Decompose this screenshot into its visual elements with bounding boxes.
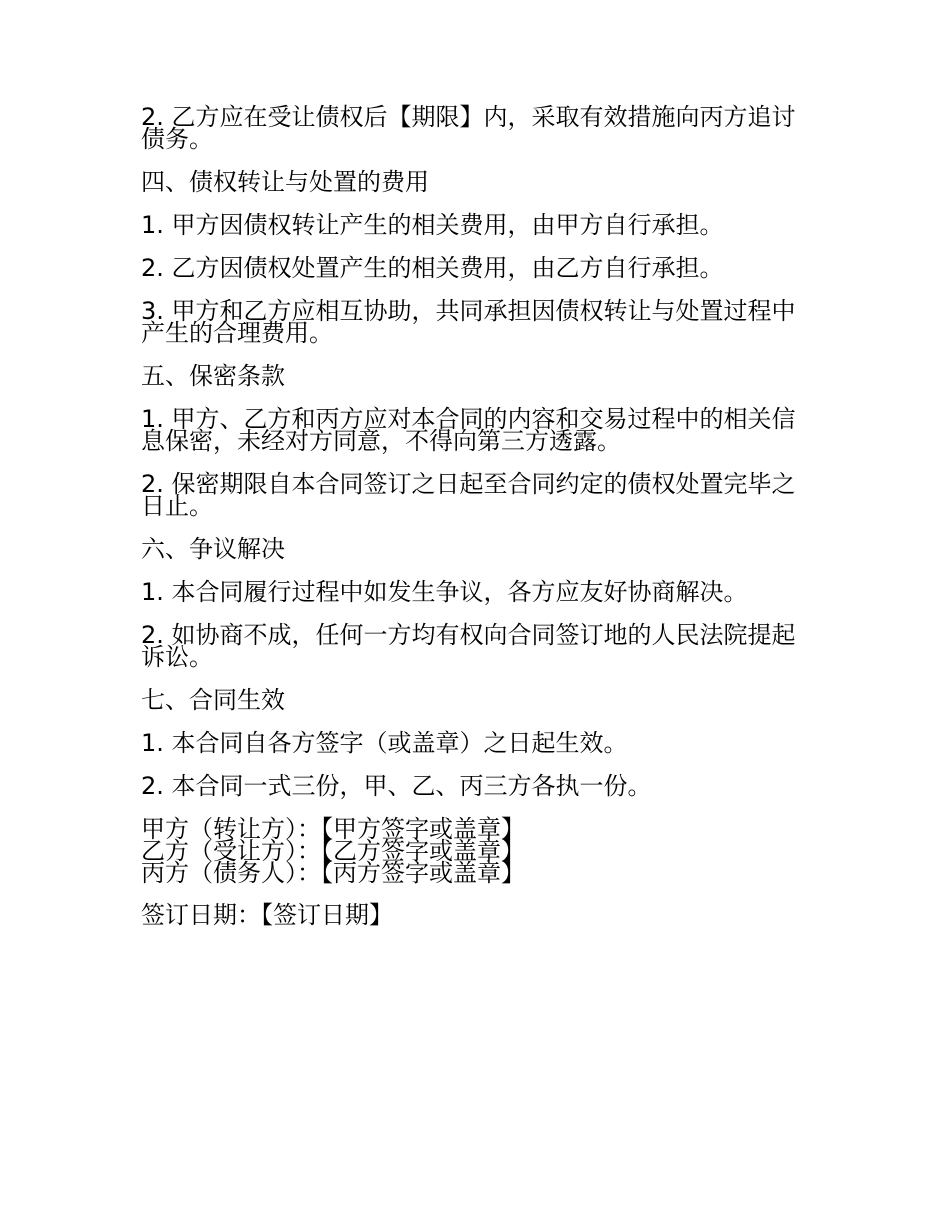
- signing-date: 签订日期：【签订日期】: [141, 901, 393, 929]
- section-heading-4: 四、债权转让与处置的费用: [141, 168, 429, 196]
- signature-block: [141, 815, 800, 887]
- signature-party-b: 乙方（受让方）：【乙方签字或盖章】: [141, 837, 525, 865]
- clause-4-3: 3. 甲方和乙方应相互协助，共同承担因债权转让与处置过程中产生的合理费用。: [141, 297, 796, 347]
- signature-party-a: 甲方（转让方）：【甲方签字或盖章】: [141, 815, 525, 843]
- clause-5-2: 2. 保密期限自本合同签订之日起至合同约定的债权处置完毕之日止。: [141, 470, 796, 520]
- clause-4-2: 2. 乙方因债权处置产生的相关费用，由乙方自行承担。: [141, 254, 724, 282]
- signature-party-c: 丙方（债务人）：【丙方签字或盖章】: [141, 859, 525, 887]
- clause-6-1: 1. 本合同履行过程中如发生争议，各方应友好协商解决。: [141, 578, 748, 606]
- clause-7-2: 2. 本合同一式三份，甲、乙、丙三方各执一份。: [141, 772, 652, 800]
- clause-7-1: 1. 本合同自各方签字（或盖章）之日起生效。: [141, 729, 628, 757]
- clause-3-2: 2. 乙方应在受让债权后【期限】内，采取有效措施向丙方追讨债务。: [141, 103, 796, 153]
- section-heading-7: 七、合同生效: [141, 686, 285, 714]
- section-heading-5: 五、保密条款: [141, 362, 285, 390]
- section-heading-6: 六、争议解决: [141, 535, 285, 563]
- clause-5-1: 1. 甲方、乙方和丙方应对本合同的内容和交易过程中的相关信息保密，未经对方同意，不得向第三方透露。: [141, 405, 796, 455]
- clause-6-2: 2. 如协商不成，任何一方均有权向合同签订地的人民法院提起诉讼。: [141, 621, 796, 671]
- clause-4-1: 1. 甲方因债权转让产生的相关费用，由甲方自行承担。: [141, 211, 724, 239]
